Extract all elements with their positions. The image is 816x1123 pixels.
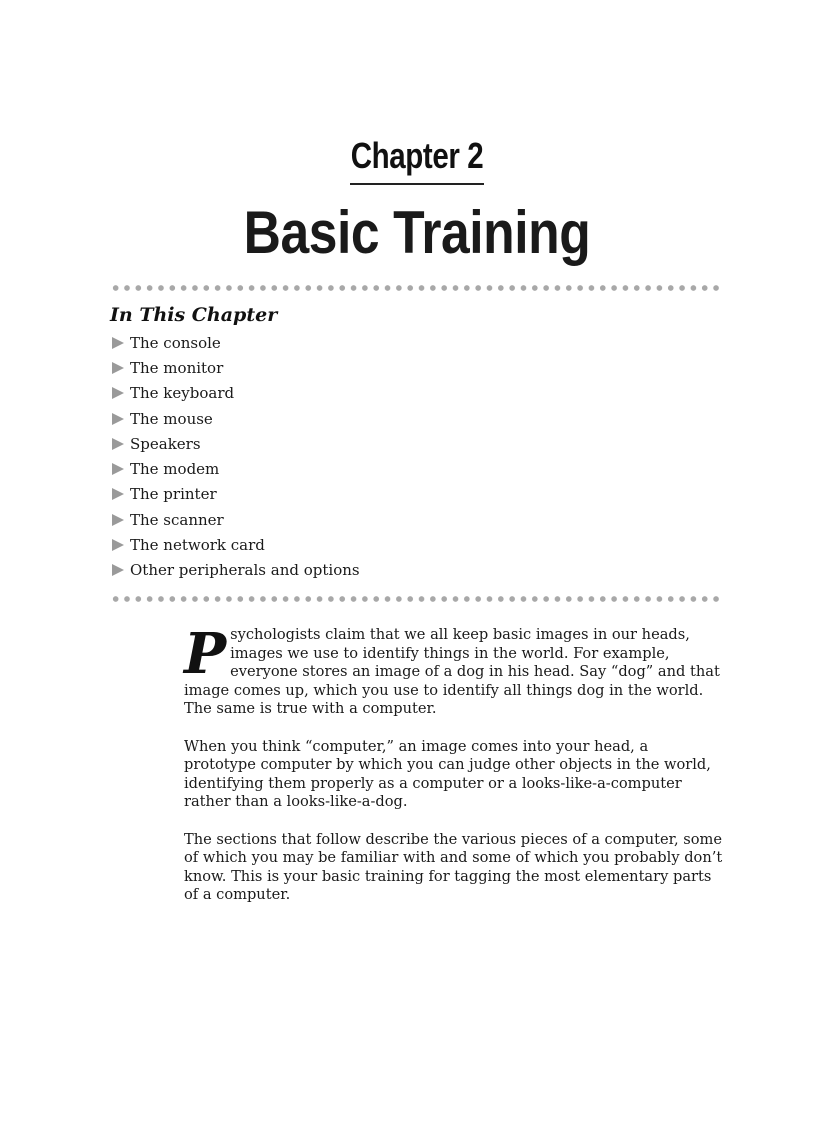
list-item <box>112 456 360 481</box>
list-item-label: The modem <box>130 460 220 479</box>
arrow-bullet-icon <box>112 362 124 374</box>
paragraph-text: sychologists claim that we all keep basic images in our heads, images we use to identify things in the world. For example, everyone stores an image of a dog in his head. Say “dog” and that image comes up, which you use to identify all things dog in the world. The same is true with a computer. <box>184 626 720 718</box>
dotted-divider-bottom <box>110 595 722 603</box>
list-item-label: The printer <box>130 485 217 504</box>
arrow-bullet-icon <box>112 539 124 551</box>
arrow-bullet-icon <box>112 438 124 450</box>
in-this-chapter-heading: In This Chapter <box>110 304 278 326</box>
paragraph: When you think “computer,” an image comes into your head, a prototype computer by which you can judge other objects in the world, identifying them properly as a computer or a looks-like-a-computer rather than a looks-like-a-dog. <box>184 737 711 811</box>
list-item-label: The mouse <box>130 409 213 428</box>
paragraph: The sections that follow describe the various pieces of a computer, some of which you may be familiar with and some of which you probably don’t know. This is your basic training for tagging the most elementary parts of a computer. <box>184 830 723 904</box>
arrow-bullet-icon <box>112 463 124 475</box>
list-item-label: The console <box>130 333 221 352</box>
list-item-label: The monitor <box>130 358 224 377</box>
arrow-bullet-icon <box>112 337 124 349</box>
list-item <box>112 431 360 456</box>
list-item-label: Other peripherals and options <box>130 561 360 580</box>
list-item <box>112 355 360 380</box>
arrow-bullet-icon <box>112 564 124 576</box>
list-item <box>112 330 360 355</box>
list-item <box>112 381 360 406</box>
in-this-chapter-list <box>112 330 360 583</box>
drop-cap: P <box>184 621 227 687</box>
list-item <box>112 558 360 583</box>
arrow-bullet-icon <box>112 514 124 526</box>
chapter-underline <box>350 183 484 185</box>
paragraph <box>184 621 724 719</box>
list-item-label: Speakers <box>130 434 201 453</box>
list-item-label: The keyboard <box>130 384 235 403</box>
chapter-label: Chapter 2 <box>350 135 484 176</box>
arrow-bullet-icon <box>112 488 124 500</box>
list-item-label: The scanner <box>130 510 224 529</box>
arrow-bullet-icon <box>112 387 124 399</box>
list-item <box>112 532 360 557</box>
chapter-title: Basic Training <box>243 199 591 266</box>
list-item <box>112 482 360 507</box>
arrow-bullet-icon <box>112 413 124 425</box>
list-item-label: The network card <box>130 536 265 555</box>
list-item <box>112 507 360 532</box>
dotted-divider-top <box>110 284 722 292</box>
list-item <box>112 406 360 431</box>
chapter-intro-text <box>184 621 724 924</box>
